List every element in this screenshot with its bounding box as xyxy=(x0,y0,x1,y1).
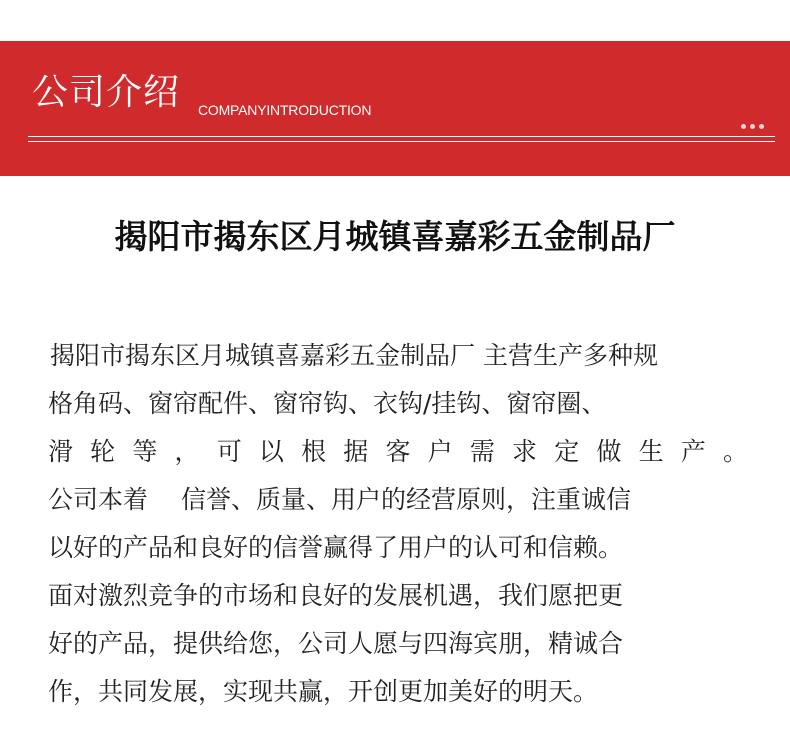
intro-line: 作，共同发展，实现共赢，开创更加美好的明天。 xyxy=(48,677,599,706)
intro-line: 滑轮等，可以根据客户需求定做生产。 xyxy=(48,437,748,466)
intro-line: 格角码、窗帘配件、窗帘钩、衣钩/挂钩、窗帘圈、 xyxy=(48,389,607,418)
company-name-heading: 揭阳市揭东区月城镇喜嘉彩五金制品厂 xyxy=(114,217,676,256)
section-title: 公司介绍 xyxy=(32,72,181,113)
divider-line xyxy=(28,136,775,137)
intro-paragraph xyxy=(48,332,748,716)
dot xyxy=(759,124,764,129)
intro-line: 面对激烈竞争的市场和良好的发展机遇，我们愿把更 xyxy=(48,581,624,610)
dot xyxy=(750,124,755,129)
section-subtitle: COMPANYINTRODUCTION xyxy=(198,102,372,118)
intro-line: 公司本着 信誉、质量、用户的经营原则，注重诚信 xyxy=(48,485,631,514)
intro-line: 好的产品，提供给您，公司人愿与四海宾朋，精诚合 xyxy=(48,629,624,658)
divider-line xyxy=(28,141,775,142)
intro-line: 以好的产品和良好的信誉赢得了用户的认可和信赖。 xyxy=(48,533,624,562)
dot xyxy=(741,124,746,129)
header-banner xyxy=(0,41,790,176)
dots-icon xyxy=(741,124,764,129)
intro-line: 揭阳市揭东区月城镇喜嘉彩五金制品厂 主营生产多种规 xyxy=(50,341,658,370)
